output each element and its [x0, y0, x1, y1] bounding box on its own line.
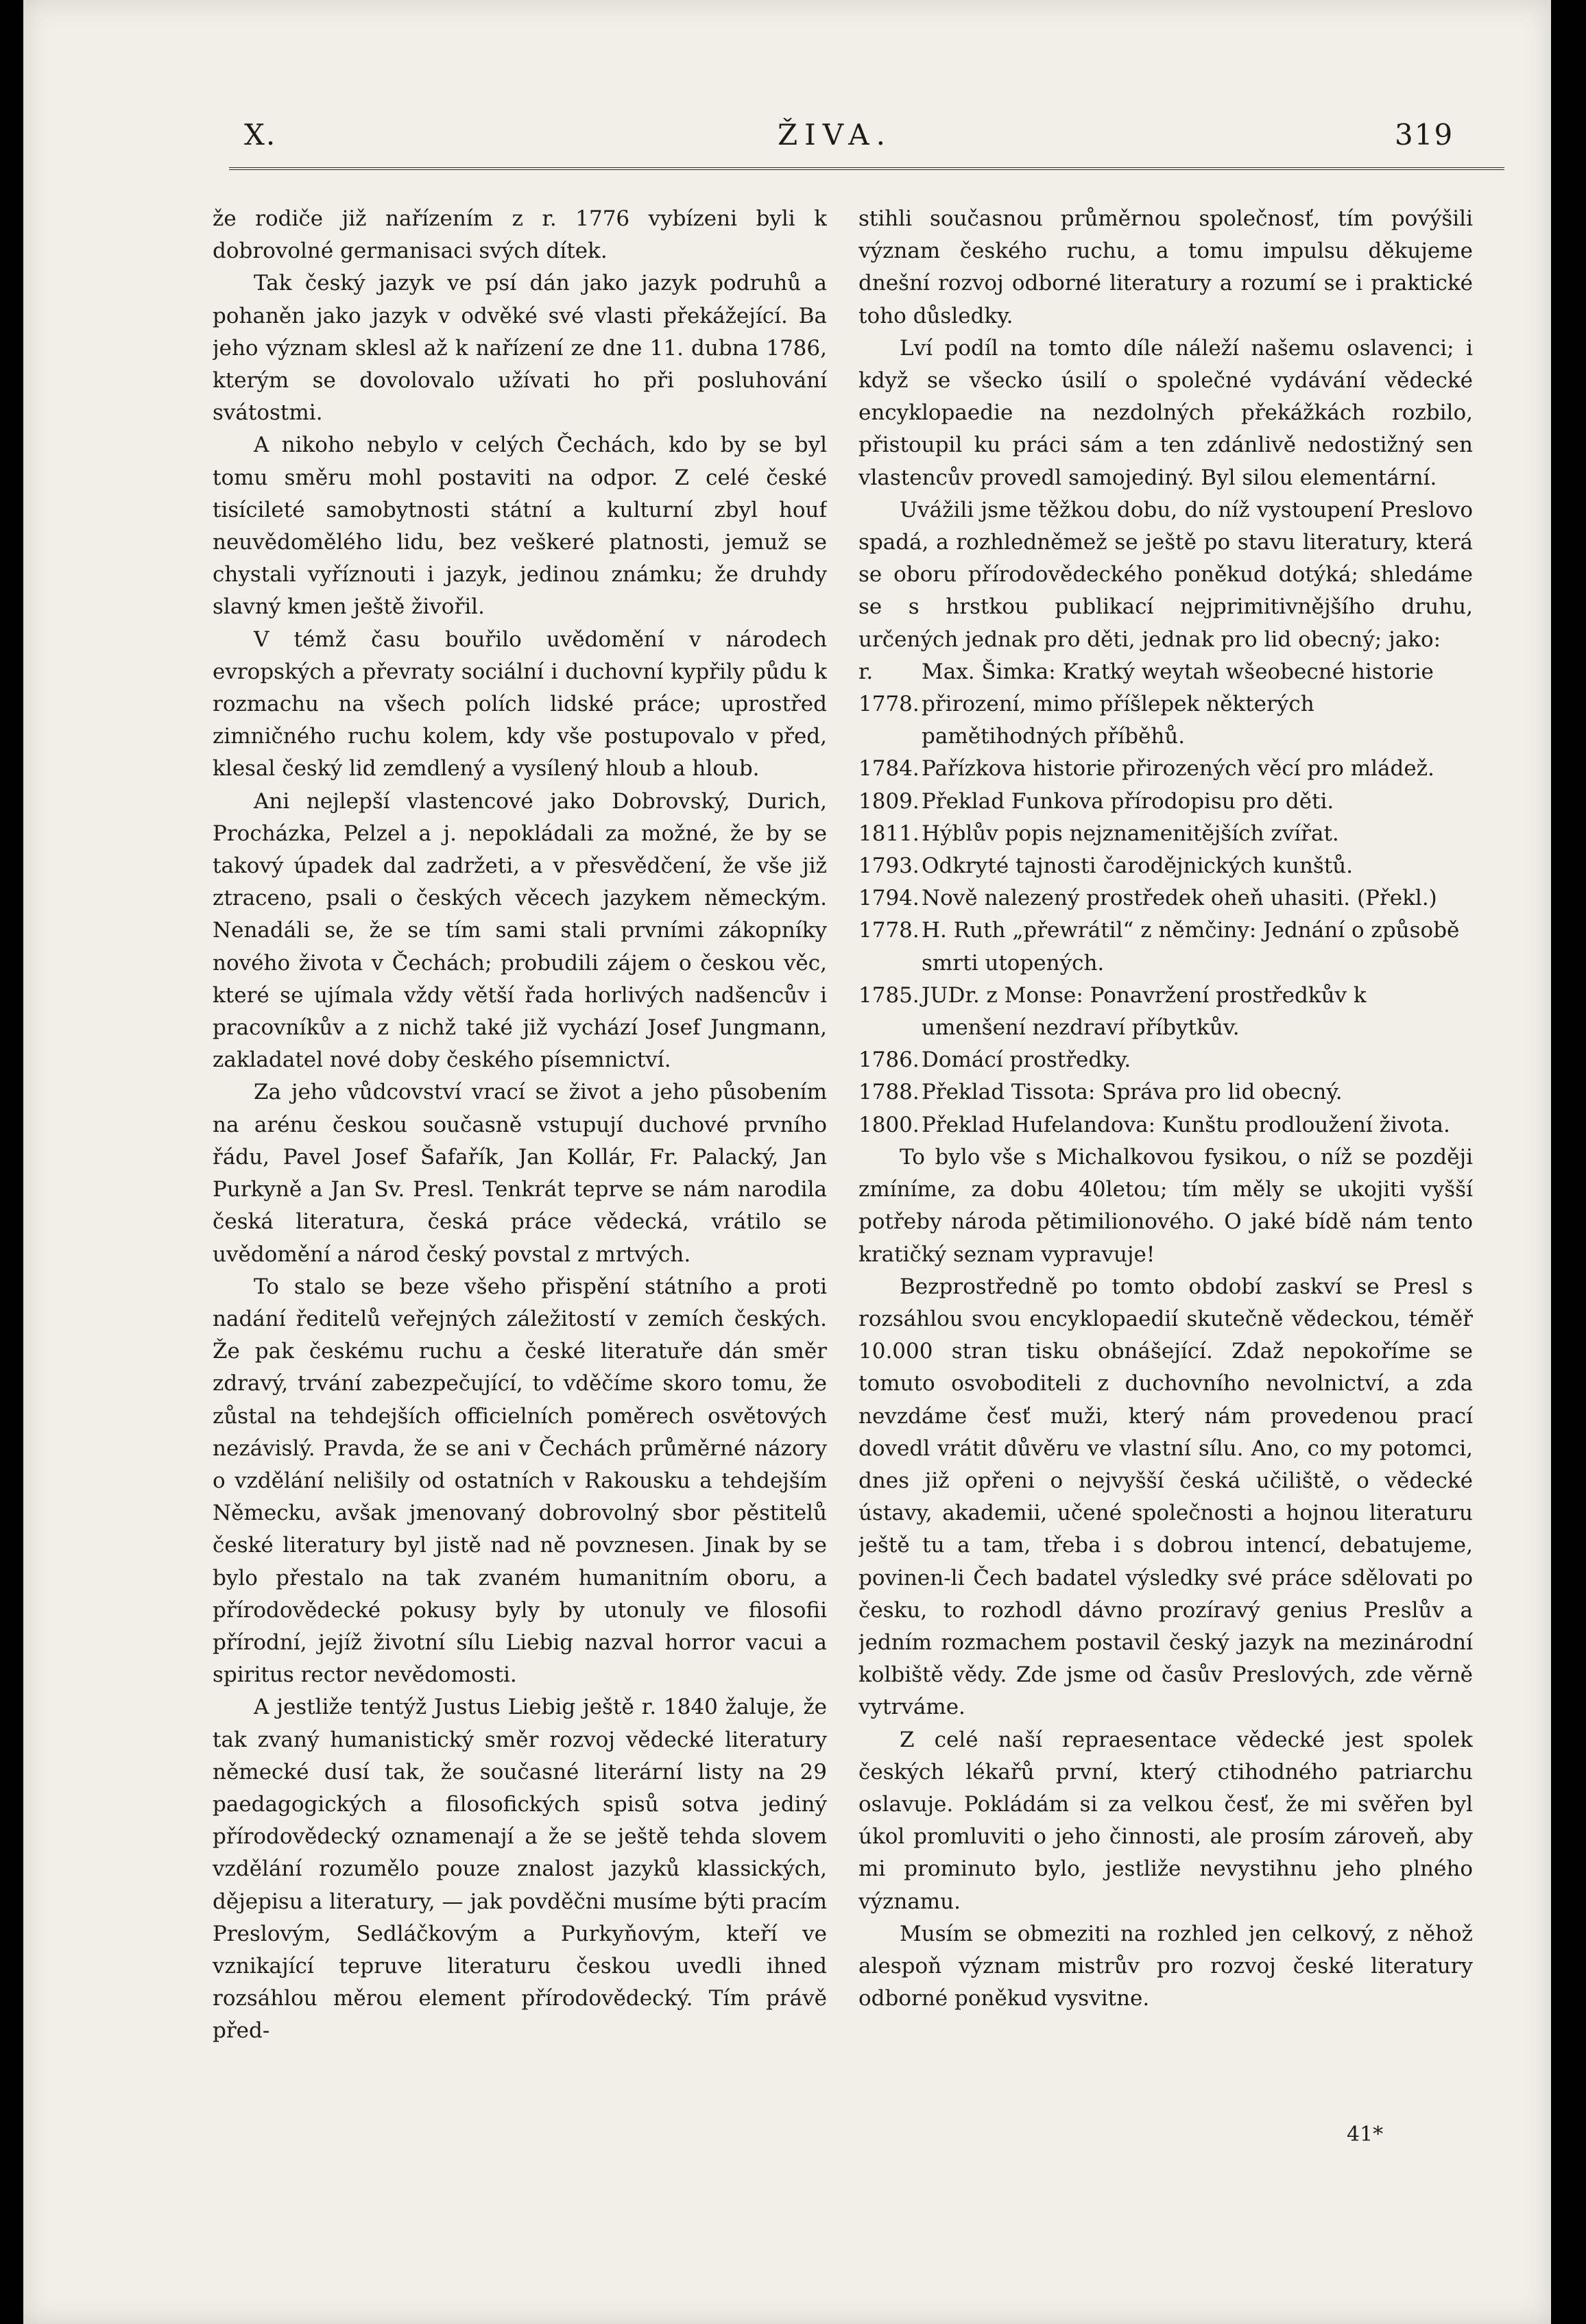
paragraph: Bezprostředně po tomto období zaskví se Presl s rozsáhlou svou encyklopaedií skutečně vědeckou, téměř 10.000 stran tisku obnášející. Zdaž nepokoříme se tomuto osvoboditeli z duchovního nevolnictví, a zda nevzdáme česť muži, který nám provedenou prací dovedl vrátit důvěru ve vlastní sílu. Ano, co my potomci, dnes již opřeni o nejvyšší česká učiliště, o vědecké ústavy, akademii, učené společnosti a hojnou literaturu ještě tu a tam, třeba i s dobrou intencí, debatujeme, povinen-li Čech badatel výsledky své práce sdělovati po česku, to rozhodl dávno prozíravý genius Preslův a jedním rozmachem postavil český jazyk na mezinárodní kolbiště vědy. Zde jsme od časův Preslových, zde věrně vytrváme. [858, 1274, 1473, 1720]
paragraph: A jestliže tentýž Justus Liebig ještě r. 1840 žaluje, že tak zvaný humanistický směr rozvoj vědecké literatury německé dusí tak, že současné literární listy na 29 paedagogických a filosofických spisů sotva jediný přírodovědecký oznamenají a že se ještě tehda slovem vzdělání rozumělo pouze znalost jazyků klassických, dějepisu a literatury, — jak povděčni musíme býti pracím Preslovým, Sedláčkovým a Purkyňovým, kteří ve vznikající tepruve literaturu českou uvedli ihned rozsáhlou měrou element přírodovědecký. Tím právě před- [213, 1695, 827, 2044]
publication-list [858, 656, 1473, 1141]
list-item-text: Domácí prostředky. [922, 1048, 1131, 1073]
list-item-year: r. 1778. [858, 659, 920, 717]
list-item-year: 1811. [858, 821, 920, 846]
left-column [213, 203, 827, 2177]
paragraph: Uvážili jsme těžkou dobu, do níž vystoupení Preslovo spadá, a rozhledněmež se ještě po stavu literatury, která se oboru přírodovědeckého poněkud dotýká; shledáme se s hrstkou publikací nejprimitivnějšího druhu, určených jednak pro děti, jednak pro lid obecný; jako: [858, 497, 1473, 652]
page-number: 319 [1395, 118, 1454, 152]
paragraph: Tak český jazyk ve psí dán jako jazyk podruhů a pohaněn jako jazyk v odvěké své vlasti překážející. Ba jeho význam sklesl až k nařízení ze dne 11. dubna 1786, kterým se dovolovalo užívati ho při posluhování svátostmi. [213, 271, 827, 426]
list-item-year: 1794. [858, 886, 920, 911]
list-item-year: 1785. [858, 982, 920, 1008]
list-item [858, 1109, 1473, 1141]
paragraph: stihli současnou průměrnou společnosť, tím povýšili význam českého ruchu, a tomu impulsu děkujeme dnešní rozvoj odborné literatury a rozumí se i praktické toho důsledky. [858, 206, 1473, 328]
list-item [858, 882, 1473, 915]
paragraph: To bylo vše s Michalkovou fysikou, o níž se později zmíníme, za dobu 40letou; tím měly se ukojiti vyšší potřeby národa pětimilionového. O jaké bídě nám tento kratičký seznam vypravuje! [858, 1144, 1473, 1267]
list-item-year: 1809. [858, 788, 920, 814]
list-item [858, 786, 1473, 818]
list-item-text: Pařízkova historie přirozených věcí pro mládež. [922, 756, 1434, 782]
journal-title: ŽIVA. [778, 118, 892, 152]
right-column [858, 203, 1473, 2177]
list-item-year: 1800. [858, 1112, 920, 1137]
list-item-text: Překlad Tissota: Správa pro lid obecný. [922, 1080, 1343, 1105]
list-item [858, 850, 1473, 882]
list-item-text: Odkryté tajnosti čarodějnických kunštů. [922, 854, 1354, 879]
printer-signature: 41* [1347, 2122, 1384, 2146]
list-item-year: 1788. [858, 1080, 920, 1105]
list-item-text: Nově nalezený prostředek oheň uhasiti. (Překl.) [922, 886, 1437, 911]
list-item-year: 1786. [858, 1048, 920, 1073]
list-item-text: Hýblův popis nejznamenitějších zvířat. [922, 821, 1339, 846]
list-item-text: Překlad Hufelandova: Kunštu prodloužení života. [922, 1112, 1450, 1137]
list-item [858, 915, 1473, 979]
paragraph: Lví podíl na tomto díle náleží našemu oslavenci; i když se všecko úsilí o společné vydávání vědecké encyklopaedie na nezdolných překážkách rozbilo, přistoupil ku práci sám a ten zdánlivě nedostižný sen vlastencův provedl samojediný. Byl silou elementární. [858, 335, 1473, 490]
paragraph: Ani nejlepší vlastencové jako Dobrovský, Durich, Procházka, Pelzel a j. nepokládali za možné, že by se takový úpadek dal zadržeti, a v přesvědčení, že vše již ztraceno, psali o českých věcech jazykem německým. Nenadáli se, že se tím sami stali prvními zákopníky nového života v Čechách; probudili zájem o českou věc, které se ujímala vždy větší řada horlivých nadšencův i pracovníkův a z nichž také již vychází Josef Jungmann, zakladatel nové doby českého písemnictví. [213, 788, 827, 1073]
volume-number: X. [244, 118, 277, 152]
paragraph: Za jeho vůdcovství vrací se život a jeho působením na arénu českou současně vstupují duchové prvního řádu, Pavel Josef Šafařík, Jan Kollár, Fr. Palacký, Jan Purkyně a Jan Sv. Presl. Tenkrát teprve se nám narodila česká literatura, česká práce vědecká, vrátilo se uvědomění a národ český povstal z mrtvých. [213, 1080, 827, 1267]
list-item [858, 1076, 1473, 1109]
paragraph: To stalo se beze všeho přispění státního a proti nadání ředitelů veřejných záležitostí v zemích českých. Že pak českému ruchu a české literatuře dán směr zdravý, trvání zabezpečující, to vděčíme skoro tomu, že zůstal na tehdejších officielních poměrech osvětových nezávislý. Pravda, že se ani v Čechách průměrné názory o vzdělání nelišily od ostatních v Rakousku a tehdejším Německu, avšak jmenovaný dobrovolný sbor pěstitelů české literatury byl jistě nad ně povznesen. Jinak by se bylo přestalo na tak zvaném humanitním oboru, a přírodovědecké pokusy byly by utonuly ve filosofii přírodní, jejíž životní sílu Liebig nazval horror vacui a spiritus rector nevědomosti. [213, 1274, 827, 1688]
list-item [858, 753, 1473, 785]
paragraph: A nikoho nebylo v celých Čechách, kdo by se byl tomu směru mohl postaviti na odpor. Z celé české tisícileté samobytnosti státní a kulturní zbyl houf neuvědomělého lidu, bez veškeré platnosti, jemuž se chystali vyříznouti i jazyk, jedinou známku; že druhdy slavný kmen ještě živořil. [213, 433, 827, 620]
list-item-year: 1784. [858, 756, 920, 782]
list-item [858, 980, 1473, 1044]
list-item-year: 1778. [858, 918, 920, 943]
list-item-text: JUDr. z Monse: Ponavržení prostředkův k umenšení nezdraví příbytkův. [922, 982, 1367, 1041]
list-item-text: Max. Šimka: Kratký weytah wšeobecné historie přirození, mimo příšlepek některých pamětihodných příběhů. [922, 659, 1434, 749]
list-item [858, 1044, 1473, 1076]
header-rule [229, 167, 1504, 170]
paragraph: že rodiče již nařízením z r. 1776 vybízeni byli k dobrovolné germanisaci svých dítek. [213, 206, 827, 264]
list-item-year: 1793. [858, 854, 920, 879]
running-head [23, 118, 1551, 159]
list-item-text: H. Ruth „přewrátil“ z němčiny: Jednání o způsobě smrti utopených. [922, 918, 1460, 976]
paragraph: Z celé naší repraesentace vědecké jest spolek českých lékařů první, který ctihodného patriarchu oslavuje. Pokládám si za velkou česť, že mi svěřen byl úkol promluviti o jeho činnosti, ale prosím zároveň, aby mi prominuto bylo, jestliže nevystihnu jeho plného významu. [858, 1727, 1473, 1914]
paragraph: Musím se obmeziti na rozhled jen celkový, z něhož alespoň význam mistrův pro rozvoj české literatury odborné poněkud vysvitne. [858, 1921, 1473, 2011]
paragraph: V témž času bouřilo uvědomění v národech evropských a převraty sociální i duchovní kypřily půdu k rozmachu na všech polích lidské práce; uprostřed zimničného ruchu kolem, kdy vše postupovalo v před, klesal český lid zemdlený a vysílený hloub a hloub. [213, 627, 827, 782]
list-item-text: Překlad Funkova přírodopisu pro děti. [922, 788, 1334, 814]
book-page [23, 0, 1551, 2324]
list-item [858, 818, 1473, 850]
list-item [858, 656, 1473, 753]
